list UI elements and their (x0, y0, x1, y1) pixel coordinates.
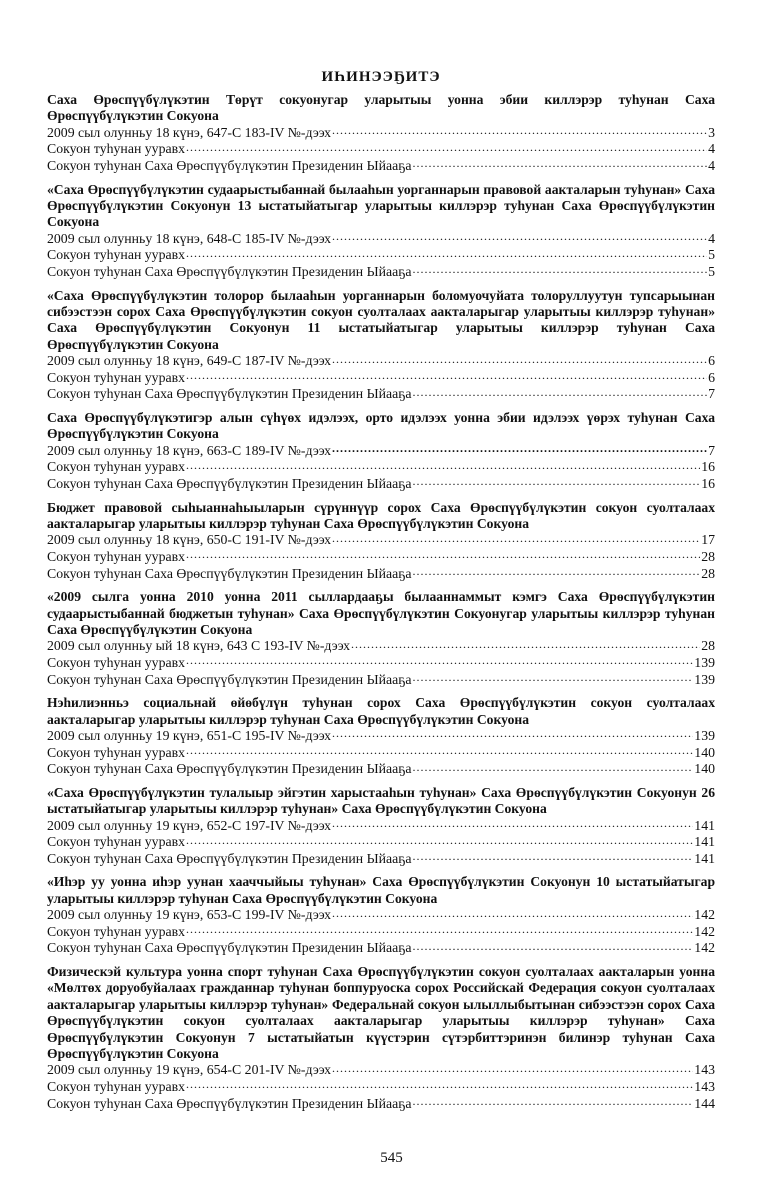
toc-entry[interactable] (47, 158, 715, 175)
dot-leader (186, 924, 693, 936)
dot-leader (332, 231, 707, 243)
toc-entry[interactable] (47, 907, 715, 924)
entry-label: Сокуон туһунан Саха Өрөспүүбүлүкэтин Президенин Ыйааҕа (47, 264, 412, 279)
dot-leader (332, 443, 707, 455)
entry-page-number: 4 (708, 230, 715, 246)
toc-entry[interactable] (47, 818, 715, 835)
toc-entry[interactable] (47, 549, 715, 566)
entry-label: 2009 сыл олунньу 18 күнэ, 650-С 191-IV №-дээх (47, 532, 332, 548)
entry-page-number: 16 (701, 459, 715, 475)
entry-label: Сокуон туһунан ууравх (47, 369, 186, 385)
entry-label: 2009 сыл олунньу 18 күнэ, 648-С 185-IV №-дээх (47, 230, 332, 246)
entry-page-number: 144 (694, 1095, 715, 1111)
entry-label: 2009 сыл олунньу 19 күнэ, 654-С 201-IV №-дээх (47, 1062, 332, 1078)
entry-page-number: 5 (708, 264, 715, 279)
section-heading: «2009 сылга уонна 2010 уонна 2011 сыллардааҕы былааннаммыт кэмгэ Саха Өрөспүүбүлүкэтин судаарыстыбаннай бюджетын туһунан» Саха Өрөспүүбүлүкэтин Сокуонугар уларытыы киллэрэр туһунан Саха Өрөспүүбүлүкэтин Сокуона (47, 589, 715, 637)
toc-entry[interactable] (47, 459, 715, 476)
entry-page-number: 7 (708, 442, 715, 458)
entry-label: 2009 сыл олунньу 19 күнэ, 651-С 195-IV №-дээх (47, 728, 332, 743)
entry-label: Сокуон туһунан ууравх (47, 834, 186, 850)
toc-section (47, 500, 715, 583)
dot-leader (332, 532, 700, 544)
toc-entry[interactable] (47, 476, 715, 493)
toc-section (47, 785, 715, 868)
toc-entry[interactable] (47, 940, 715, 957)
toc-section (47, 874, 715, 957)
toc-entry[interactable] (47, 851, 715, 868)
toc-section (47, 92, 715, 175)
entry-page-number: 28 (701, 638, 715, 654)
toc-entry[interactable] (47, 1079, 715, 1096)
entry-label: 2009 сыл олунньу 18 күнэ, 663-С 189-IV №-дээх (47, 442, 332, 458)
entry-page-number: 141 (694, 817, 715, 833)
toc-entry[interactable] (47, 728, 715, 745)
entry-page-number: 4 (708, 141, 715, 157)
section-heading: Физическэй культура уонна спорт туһунан Саха Өрөспүүбүлүкэтин сокуон суолталаах аакталарын уонна «Мөлтөх доруобуйалаах гражданнар туһунан боппуруоска сорох Российскай Федерация сокуон суолталаах аакталарыгар уларытыы киллэрэр туһунан» Федеральнай сокуон ылыллыбытынан сибээстээн сорох Саха Өрөспүүбүлүкэтин сокуон суолталаах аакталарыгар уларытыы киллэрэр туһунан» Саха Өрөспүүбүлүкэтин Сокуонун 7 ыстатыйатын күүстэрин сүтэрбиттэринэн билинэр туһунан Саха Өрөспүүбүлүкэтин Сокуона (47, 963, 715, 1061)
entry-page-number: 139 (694, 655, 715, 670)
dot-leader (332, 818, 693, 830)
toc-entry[interactable] (47, 231, 715, 248)
entry-page-number: 17 (701, 532, 715, 548)
table-of-contents (47, 68, 715, 1119)
dot-leader (412, 940, 693, 952)
entry-page-number: 139 (694, 671, 715, 687)
toc-entry[interactable] (47, 655, 715, 672)
entry-label: Сокуон туһунан ууравх (47, 655, 186, 670)
toc-entry[interactable] (47, 924, 715, 941)
entry-page-number: 16 (701, 476, 715, 491)
entry-label: Сокуон туһунан Саха Өрөспүүбүлүкэтин Президенин Ыйааҕа (47, 386, 412, 402)
entry-label: Сокуон туһунан ууравх (47, 549, 186, 564)
toc-entry[interactable] (47, 1096, 715, 1113)
toc-entry[interactable] (47, 638, 715, 655)
toc-section (47, 410, 715, 493)
entry-label: 2009 сыл олунньу 18 күнэ, 647-С 183-IV №-дээх (47, 124, 332, 140)
entry-label: Сокуон туһунан ууравх (47, 247, 186, 263)
entry-label: Сокуон туһунан Саха Өрөспүүбүлүкэтин Президенин Ыйааҕа (47, 940, 412, 956)
dot-leader (186, 370, 707, 382)
entry-label: Сокуон туһунан ууравх (47, 923, 186, 939)
toc-entry[interactable] (47, 834, 715, 851)
entry-page-number: 140 (694, 744, 715, 760)
dot-leader (332, 125, 707, 137)
toc-entry[interactable] (47, 1062, 715, 1079)
dot-leader (332, 1062, 693, 1074)
entry-label: Сокуон туһунан Саха Өрөспүүбүлүкэтин Президенин Ыйааҕа (47, 1095, 412, 1111)
entry-label: Сокуон туһунан Саха Өрөспүүбүлүкэтин Президенин Ыйааҕа (47, 565, 412, 581)
dot-leader (332, 353, 707, 365)
section-heading: Бюджет правовой сыһыаннаһыыларын сүрүннүүр сорох Саха Өрөспүүбүлүкэтин сокуон суолталаах аакталарыгар уларытыы киллэрэр туһунан Саха Өрөспүүбүлүкэтин Сокуона (47, 499, 715, 531)
toc-entry[interactable] (47, 745, 715, 762)
entry-page-number: 6 (708, 353, 715, 369)
toc-entry[interactable] (47, 761, 715, 778)
dot-leader (412, 386, 707, 398)
dot-leader (351, 638, 700, 650)
toc-section (47, 589, 715, 688)
entry-label: Сокуон туһунан Саха Өрөспүүбүлүкэтин Президенин Ыйааҕа (47, 761, 412, 777)
dot-leader (412, 1096, 693, 1108)
dot-leader (186, 247, 707, 259)
entry-label: Сокуон туһунан Саха Өрөспүүбүлүкэтин Президенин Ыйааҕа (47, 158, 412, 173)
entry-page-number: 139 (694, 728, 715, 743)
toc-entry[interactable] (47, 141, 715, 158)
section-heading: «Иһэр уу уонна иһэр уунан хааччыйыы туһунан» Саха Өрөспүүбүлүкэтин Сокуонун 10 ыстатыйатыгар уларытыы киллэрэр туһунан Саха Өрөспүүбүлүкэтин Сокуона (47, 874, 715, 906)
entry-page-number: 140 (694, 761, 715, 777)
entry-label: Сокуон туһунан ууравх (47, 744, 186, 760)
entry-page-number: 143 (694, 1062, 715, 1078)
toc-entry[interactable] (47, 370, 715, 387)
dot-leader (332, 907, 693, 919)
dot-leader (186, 1079, 693, 1091)
dot-leader (412, 476, 700, 488)
dot-leader (412, 761, 693, 773)
section-heading: Саха Өрөспүүбүлүкэтигэр алын сүһүөх идэлээх, орто идэлээх уонна эбии идэлээх үөрэх туһунан Саха Өрөспүүбүлүкэтин Сокуона (47, 410, 715, 442)
section-heading: «Саха Өрөспүүбүлүкэтин судаарыстыбаннай былааһын уорганнарын правовой аакталарын туһунан» Саха Өрөспүүбүлүкэтин Сокуонун 13 ыстатыйатыгар уларытыы киллэрэр туһунан Саха Өрөспүүбүлүкэтин Сокуона (47, 181, 715, 230)
dot-leader (412, 672, 693, 684)
entry-label: 2009 сыл олунньу 18 күнэ, 649-С 187-IV №-дээх (47, 353, 332, 369)
dot-leader (186, 459, 700, 471)
section-heading: «Саха Өрөспүүбүлүкэтин тулалыыр эйгэтин харыстааһын туһунан» Саха Өрөспүүбүлүкэтин Сокуонун 26 ыстатыйатыгар уларытыы киллэрэр туһунан» Саха Өрөспүүбүлүкэтин Сокуона (47, 784, 715, 817)
entry-label: Сокуон туһунан Саха Өрөспүүбүлүкэтин Президенин Ыйааҕа (47, 476, 412, 491)
toc-entry[interactable] (47, 532, 715, 549)
dot-leader (186, 655, 693, 667)
entry-page-number: 141 (694, 834, 715, 850)
dot-leader (412, 566, 700, 578)
page-number: 545 (380, 1150, 403, 1166)
toc-section (47, 964, 715, 1112)
entry-page-number: 142 (694, 907, 715, 923)
entry-label: Сокуон туһунан ууравх (47, 1079, 186, 1094)
dot-leader (412, 264, 707, 276)
toc-sections (47, 92, 715, 1112)
entry-label: Сокуон туһунан ууравх (47, 459, 186, 475)
dot-leader (332, 728, 693, 740)
entry-label: Сокуон туһунан ууравх (47, 141, 186, 157)
toc-entry[interactable] (47, 125, 715, 142)
toc-entry[interactable] (47, 566, 715, 583)
toc-section (47, 182, 715, 281)
dot-leader (412, 851, 693, 863)
entry-page-number: 7 (708, 386, 715, 402)
entry-label: Сокуон туһунан Саха Өрөспүүбүлүкэтин Президенин Ыйааҕа (47, 671, 412, 687)
entry-page-number: 28 (701, 549, 715, 564)
toc-entry[interactable] (47, 672, 715, 689)
dot-leader (186, 745, 693, 757)
dot-leader (412, 158, 707, 170)
entry-page-number: 143 (694, 1079, 715, 1094)
entry-page-number: 141 (694, 850, 715, 866)
toc-section (47, 288, 715, 403)
toc-entry[interactable] (47, 264, 715, 281)
toc-section (47, 695, 715, 778)
entry-page-number: 4 (708, 158, 715, 173)
entry-page-number: 28 (701, 565, 715, 581)
toc-entry[interactable] (47, 247, 715, 264)
entry-page-number: 5 (708, 247, 715, 263)
entry-page-number: 3 (708, 124, 715, 140)
section-heading: «Саха Өрөспүүбүлүкэтин толорор былааһын уорганнарын боломуочуйата толоруллуутун тупсарыынан сибээстээн сорох Саха Өрөспүүбүлүкэтин сокуон суолталаах аакталарыгар уларытыы киллэрэр туһунан» Саха Өрөспүүбүлүкэтин Сокуонун 11 ыстатыйатыгар уларытыы киллэрэр туһунан Саха Өрөспүүбүлүкэтин Сокуона (47, 287, 715, 352)
entry-label: 2009 сыл олунньу 19 күнэ, 652-С 197-IV №-дээх (47, 817, 332, 833)
entry-page-number: 142 (694, 940, 715, 956)
section-heading: Нэһилиэнньэ социальнай өйөбүлүн туһунан сорох Саха Өрөспүүбүлүкэтин сокуон суолталаах аакталарыгар уларытыы киллэрэр туһунан Саха Өрөспүүбүлүкэтин Сокуона (47, 695, 715, 727)
toc-entry[interactable] (47, 443, 715, 460)
entry-label: Сокуон туһунан Саха Өрөспүүбүлүкэтин Президенин Ыйааҕа (47, 850, 412, 866)
entry-label: 2009 сыл олунньу 19 күнэ, 653-С 199-IV №-дээх (47, 907, 332, 923)
entry-label: 2009 сыл олунньу ый 18 күнэ, 643 С 193-IV №-дээх (47, 638, 350, 654)
toc-entry[interactable] (47, 386, 715, 403)
toc-entry[interactable] (47, 353, 715, 370)
dot-leader (186, 141, 707, 153)
dot-leader (186, 549, 700, 561)
entry-page-number: 6 (708, 369, 715, 385)
entry-page-number: 142 (694, 923, 715, 939)
section-heading: Саха Өрөспүүбүлүкэтин Төрүт сокуонугар уларытыы уонна эбии киллэрэр туһунан Саха Өрөспүүбүлүкэтин Сокуона (47, 92, 715, 124)
page-title: ИҺИНЭЭҔИТЭ (321, 69, 441, 85)
dot-leader (186, 834, 693, 846)
